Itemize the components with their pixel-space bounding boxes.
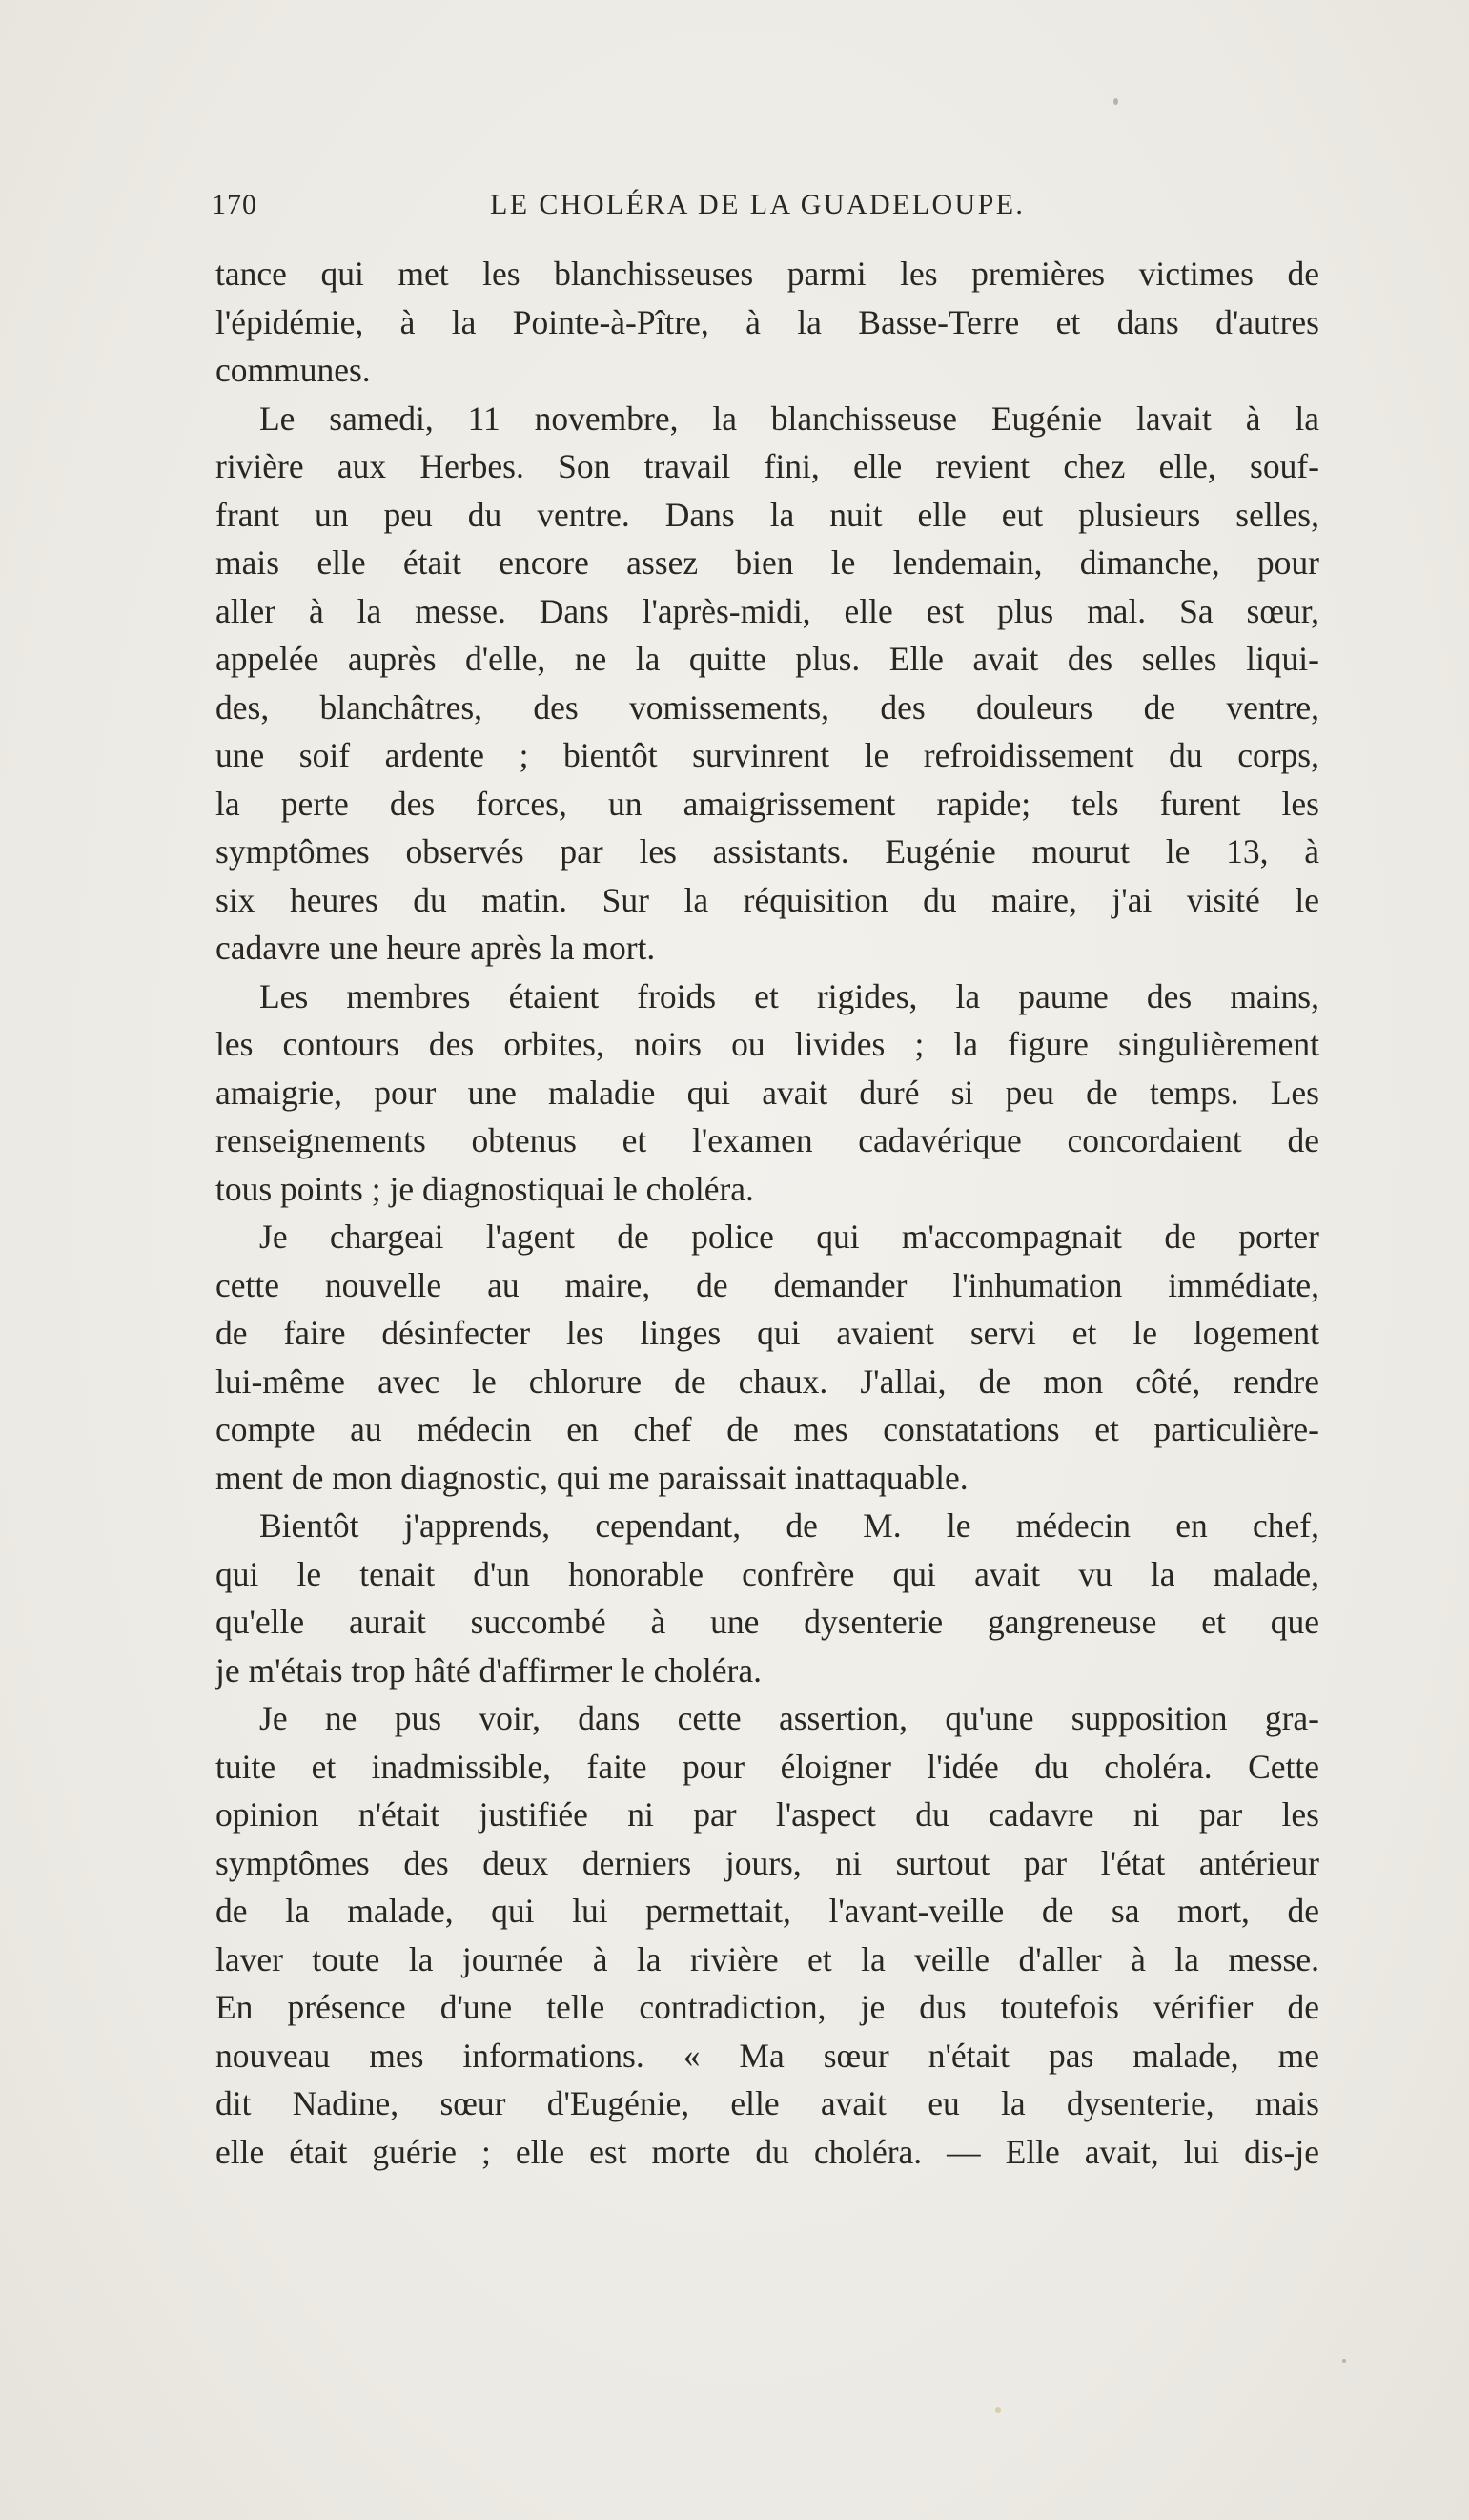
text-line: tous points ; je diagnostiquai le choléra. [215,1169,754,1208]
text-line: Les membres étaient froids et rigides, la paume des mains, [259,976,1319,1015]
text-line: appelée auprès d'elle, ne la quitte plus. Elle avait des selles liqui- [215,640,1319,678]
text-line: aller à la messe. Dans l'après-midi, elle est plus mal. Sa sœur, [215,591,1319,630]
text-line: une soif ardente ; bientôt survinrent le refroidissement du corps, [215,736,1319,774]
text-line: frant un peu du ventre. Dans la nuit elle eut plusieurs selles, [215,495,1319,534]
paper-speck [1342,2359,1346,2363]
text-line: nouveau mes informations. « Ma sœur n'était pas malade, me [215,2036,1319,2075]
text-line: renseignements obtenus et l'examen cadavérique concordaient de [215,1121,1319,1159]
text-line: communes. [215,351,371,389]
text-line: ment de mon diagnostic, qui me paraissait inattaquable. [215,1458,969,1497]
text-line: En présence d'une telle contradiction, je dus toutefois vérifier de [215,1988,1319,2026]
text-line: dit Nadine, sœur d'Eugénie, elle avait eu la dysenterie, mais [215,2084,1319,2122]
page-header [212,189,1319,227]
text-line: l'épidémie, à la Pointe-à-Pître, à la Basse-Terre et dans d'autres [215,302,1319,341]
body-text [215,250,1319,2176]
text-line: mais elle était encore assez bien le lendemain, dimanche, pour [215,543,1319,582]
text-line: Bientôt j'apprends, cependant, de M. le médecin en chef, [259,1506,1319,1545]
running-title: LE CHOLÉRA DE LA GUADELOUPE. [490,189,1026,220]
text-line: rivière aux Herbes. Son travail fini, elle revient chez elle, souf- [215,447,1319,485]
paper-speck [995,2407,1001,2413]
paper-speck [1113,98,1118,105]
text-line: lui-même avec le chlorure de chaux. J'allai, de mon côté, rendre [215,1362,1319,1401]
text-line: de la malade, qui lui permettait, l'avant-veille de sa mort, de [215,1892,1319,1930]
text-line: symptômes des deux derniers jours, ni surtout par l'état antérieur [215,1843,1319,1882]
text-line: amaigrie, pour une maladie qui avait duré si peu de temps. Les [215,1073,1319,1112]
text-line: je m'étais trop hâté d'affirmer le choléra. [215,1650,762,1690]
text-line: symptômes observés par les assistants. Eugénie mourut le 13, à [215,832,1319,871]
text-line: six heures du matin. Sur la réquisition du maire, j'ai visité le [215,880,1319,919]
text-line: qui le tenait d'un honorable confrère qui avait vu la malade, [215,1554,1319,1593]
text-line: tance qui met les blanchisseuses parmi les premières victimes de [215,255,1319,293]
page-number: 170 [212,189,257,220]
text-line: elle était guérie ; elle est morte du choléra. — Elle avait, lui dis-je [215,2132,1319,2171]
text-line: la perte des forces, un amaigrissement rapide; tels furent les [215,784,1319,823]
text-line: Je ne pus voir, dans cette assertion, qu'une supposition gra- [259,1699,1319,1737]
text-line: Je chargeai l'agent de police qui m'accompagnait de porter [259,1218,1319,1256]
text-line: tuite et inadmissible, faite pour éloigner l'idée du choléra. Cette [215,1747,1319,1786]
text-line: cadavre une heure après la mort. [215,929,656,967]
text-line: compte au médecin en chef de mes constatations et particulière- [215,1410,1319,1448]
text-line: cette nouvelle au maire, de demander l'inhumation immédiate, [215,1265,1319,1304]
text-line: des, blanchâtres, des vomissements, des douleurs de ventre, [215,687,1319,727]
text-line: Le samedi, 11 novembre, la blanchisseuse Eugénie lavait à la [259,399,1319,438]
text-line: les contours des orbites, noirs ou livides ; la figure singulièrement [215,1025,1319,1063]
text-line: qu'elle aurait succombé à une dysenterie gangreneuse et que [215,1603,1319,1641]
text-line: de faire désinfecter les linges qui avaient servi et le logement [215,1314,1319,1352]
text-line: opinion n'était justifiée ni par l'aspect du cadavre ni par les [215,1795,1319,1834]
text-line: laver toute la journée à la rivière et la veille d'aller à la messe. [215,1939,1319,1978]
